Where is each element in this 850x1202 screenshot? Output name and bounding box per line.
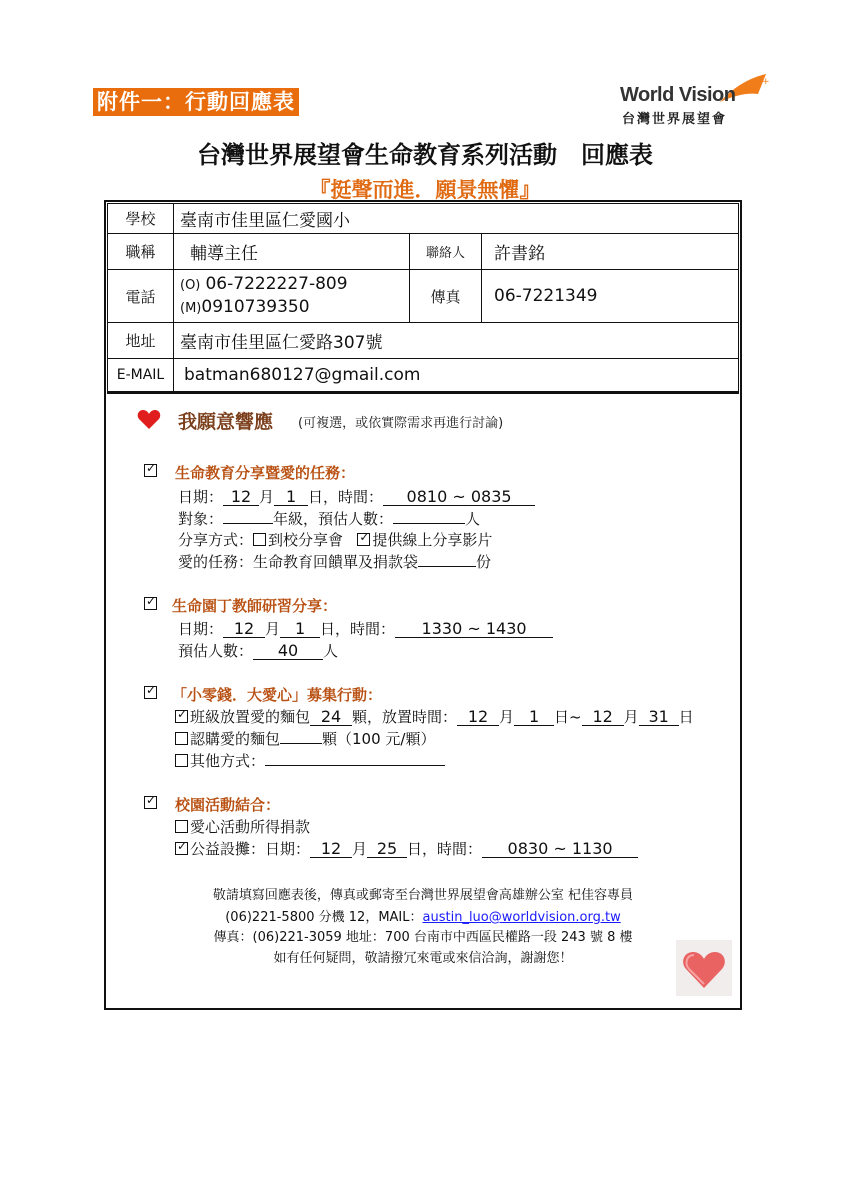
from-day-field[interactable]: 1: [514, 708, 554, 726]
mission-unit: 份: [476, 553, 492, 571]
section1-title: 生命教育分享暨愛的任務：: [175, 464, 356, 482]
visit-checkbox[interactable]: [253, 533, 266, 546]
row-email: [108, 359, 739, 392]
other-method-label: 其他方式：: [190, 752, 266, 770]
world-vision-logo: [616, 72, 768, 128]
phone-mobile-prefix: (M): [180, 301, 202, 316]
month-unit: 月: [499, 708, 515, 726]
section1-day-field[interactable]: 1: [274, 488, 308, 506]
section3-checkbox[interactable]: [144, 686, 157, 699]
date-label: 日期：: [178, 488, 224, 506]
from-month-field[interactable]: 12: [457, 708, 499, 726]
address-field[interactable]: 臺南市佳里區仁愛路307號: [174, 323, 739, 359]
section-divider: [107, 392, 739, 394]
bread-purchase-count-field[interactable]: [280, 743, 322, 744]
page-title: 台灣世界展望會生命教育系列活動 回應表: [197, 141, 653, 169]
section1-mission-count-field[interactable]: [418, 566, 476, 567]
footer-line-4: 如有任何疑問，敬請撥冗來電或來信洽詢，謝謝您！: [273, 951, 573, 966]
phone-label: 電話: [108, 270, 174, 323]
to-month-field[interactable]: 12: [582, 708, 624, 726]
section1-checkbox[interactable]: [144, 464, 157, 477]
row-position: [108, 234, 739, 270]
month-unit: 月: [623, 708, 639, 726]
heart-sketch-image: [676, 940, 732, 996]
people-label: 預估人數：: [178, 642, 254, 660]
footer-email-link[interactable]: austin_luo@worldvision.org.tw: [422, 910, 621, 925]
month-unit: 月: [352, 840, 368, 858]
position-label: 職稱: [108, 234, 174, 270]
month-unit: 月: [265, 620, 281, 638]
footer-phone: (06)221-5800 分機 12，MAIL：: [225, 910, 423, 925]
online-option-label: 提供線上分享影片: [372, 531, 493, 549]
month-unit: 月: [259, 488, 275, 506]
section4-checkbox[interactable]: [144, 796, 157, 809]
donation-checkbox[interactable]: [175, 820, 188, 833]
bread-placement-checkbox[interactable]: [175, 710, 188, 723]
section4-title: 校園活動結合：: [175, 796, 281, 814]
fax-field[interactable]: 06-7221349: [482, 270, 739, 323]
online-checkbox[interactable]: [357, 533, 370, 546]
section1-month-field[interactable]: 12: [223, 488, 259, 506]
section1-date-line: [178, 486, 535, 507]
section2-people-line: [178, 640, 338, 661]
row-school: [108, 204, 739, 234]
bread-placement-label: 班級放置愛的麵包: [190, 708, 311, 726]
day-unit: 日，時間：: [407, 840, 483, 858]
email-field[interactable]: batman680127@gmail.com: [174, 359, 739, 392]
svg-text:+: +: [762, 77, 770, 87]
section3-opt1-line: [175, 706, 694, 727]
school-label: 學校: [108, 204, 174, 234]
visit-option-label: 到校分享會: [268, 531, 344, 549]
fax-label: 傳真: [410, 270, 482, 323]
section1-method-line: [178, 529, 492, 550]
section2-date-line: [178, 618, 553, 639]
contact-info-table: [107, 203, 739, 392]
page-subtitle: 『挺聲而進．願景無懼』: [309, 178, 541, 202]
section1-mission-line: [178, 551, 491, 572]
address-label: 地址: [108, 323, 174, 359]
bread-purchase-label: 認購愛的麵包: [190, 730, 281, 748]
row-phone: [108, 270, 739, 323]
people-unit: 人: [323, 642, 339, 660]
section2-month-field[interactable]: 12: [223, 620, 265, 638]
to-day-field[interactable]: 31: [639, 708, 679, 726]
placement-time-label: 顆，放置時間：: [352, 708, 458, 726]
footer-line-1: 敬請填寫回應表後，傳真或郵寄至台灣世界展望會高雄辦公室 杞佳容專員: [212, 888, 634, 903]
attachment-label: 附件一：行動回應表: [93, 88, 299, 116]
section2-time-field[interactable]: 1330 ~ 1430: [395, 620, 553, 638]
section4-opt2-line: [175, 838, 638, 859]
day-unit: 日，時間：: [320, 620, 396, 638]
grade-unit: 年級，預估人數：: [273, 510, 394, 528]
bread-purchase-unit: 顆（100 元/顆）: [322, 730, 436, 748]
day-unit: 日，時間：: [308, 488, 384, 506]
school-field[interactable]: 臺南市佳里區仁愛國小: [174, 204, 739, 234]
section1-target-line: [178, 508, 480, 529]
email-label: E-MAIL: [108, 359, 174, 392]
section1-grade-field[interactable]: [223, 523, 273, 524]
date-label: 日期：: [178, 620, 224, 638]
phone-mobile: 0910739350: [201, 297, 310, 317]
other-method-field[interactable]: [265, 765, 445, 766]
position-field[interactable]: 輔導主任: [174, 234, 410, 270]
bread-purchase-checkbox[interactable]: [175, 732, 188, 745]
phone-office: 06-7222227-809: [205, 274, 348, 294]
mission-label: 愛的任務：生命教育回饋單及捐款袋: [178, 553, 419, 571]
charity-booth-label: 公益設攤：日期：: [190, 840, 311, 858]
respond-note: (可複選，或依實際需求再進行討論): [298, 416, 504, 431]
section1-time-field[interactable]: 0810 ~ 0835: [383, 488, 535, 506]
section3-opt3-line: [175, 750, 445, 771]
section2-title: 生命園丁教師研習分享：: [172, 597, 338, 615]
section3-opt2-line: [175, 728, 435, 749]
section1-people-field[interactable]: [393, 523, 465, 524]
booth-day-field[interactable]: 25: [367, 840, 407, 858]
section2-day-field[interactable]: 1: [280, 620, 320, 638]
contact-field[interactable]: 許書銘: [482, 234, 739, 270]
section4-opt1-line: [175, 816, 310, 837]
section3-title: 「小零錢．大愛心」募集行動：: [172, 686, 383, 704]
donation-label: 愛心活動所得捐款: [190, 818, 311, 836]
phone-office-prefix: (O): [180, 278, 201, 293]
people-unit: 人: [465, 510, 481, 528]
footer-line-3: 傳真：(06)221-3059 地址：700 台南市中西區民權路一段 243 號 8 樓: [213, 930, 633, 945]
section2-people-field[interactable]: 40: [253, 642, 323, 660]
target-label: 對象：: [178, 510, 224, 528]
booth-month-field[interactable]: 12: [310, 840, 352, 858]
section2-checkbox[interactable]: [144, 597, 157, 610]
footer-line-2: [104, 906, 742, 925]
bread-count-field[interactable]: 24: [310, 708, 352, 726]
day-unit: 日: [678, 708, 694, 726]
method-label: 分享方式：: [178, 531, 254, 549]
phone-field[interactable]: [174, 270, 410, 323]
row-address: [108, 323, 739, 359]
charity-booth-checkbox[interactable]: [175, 842, 188, 855]
day-range-unit: 日~: [554, 708, 582, 726]
heart-icon: [137, 408, 161, 430]
contact-label: 聯絡人: [410, 234, 482, 270]
logo-text-zh: 台灣世界展望會: [622, 112, 728, 127]
heart-sketch-icon: [676, 940, 732, 996]
booth-time-field[interactable]: 0830 ~ 1130: [482, 840, 638, 858]
logo-text-en: World Vision: [620, 84, 736, 106]
other-method-checkbox[interactable]: [175, 754, 188, 767]
respond-title: 我願意響應: [178, 411, 274, 433]
